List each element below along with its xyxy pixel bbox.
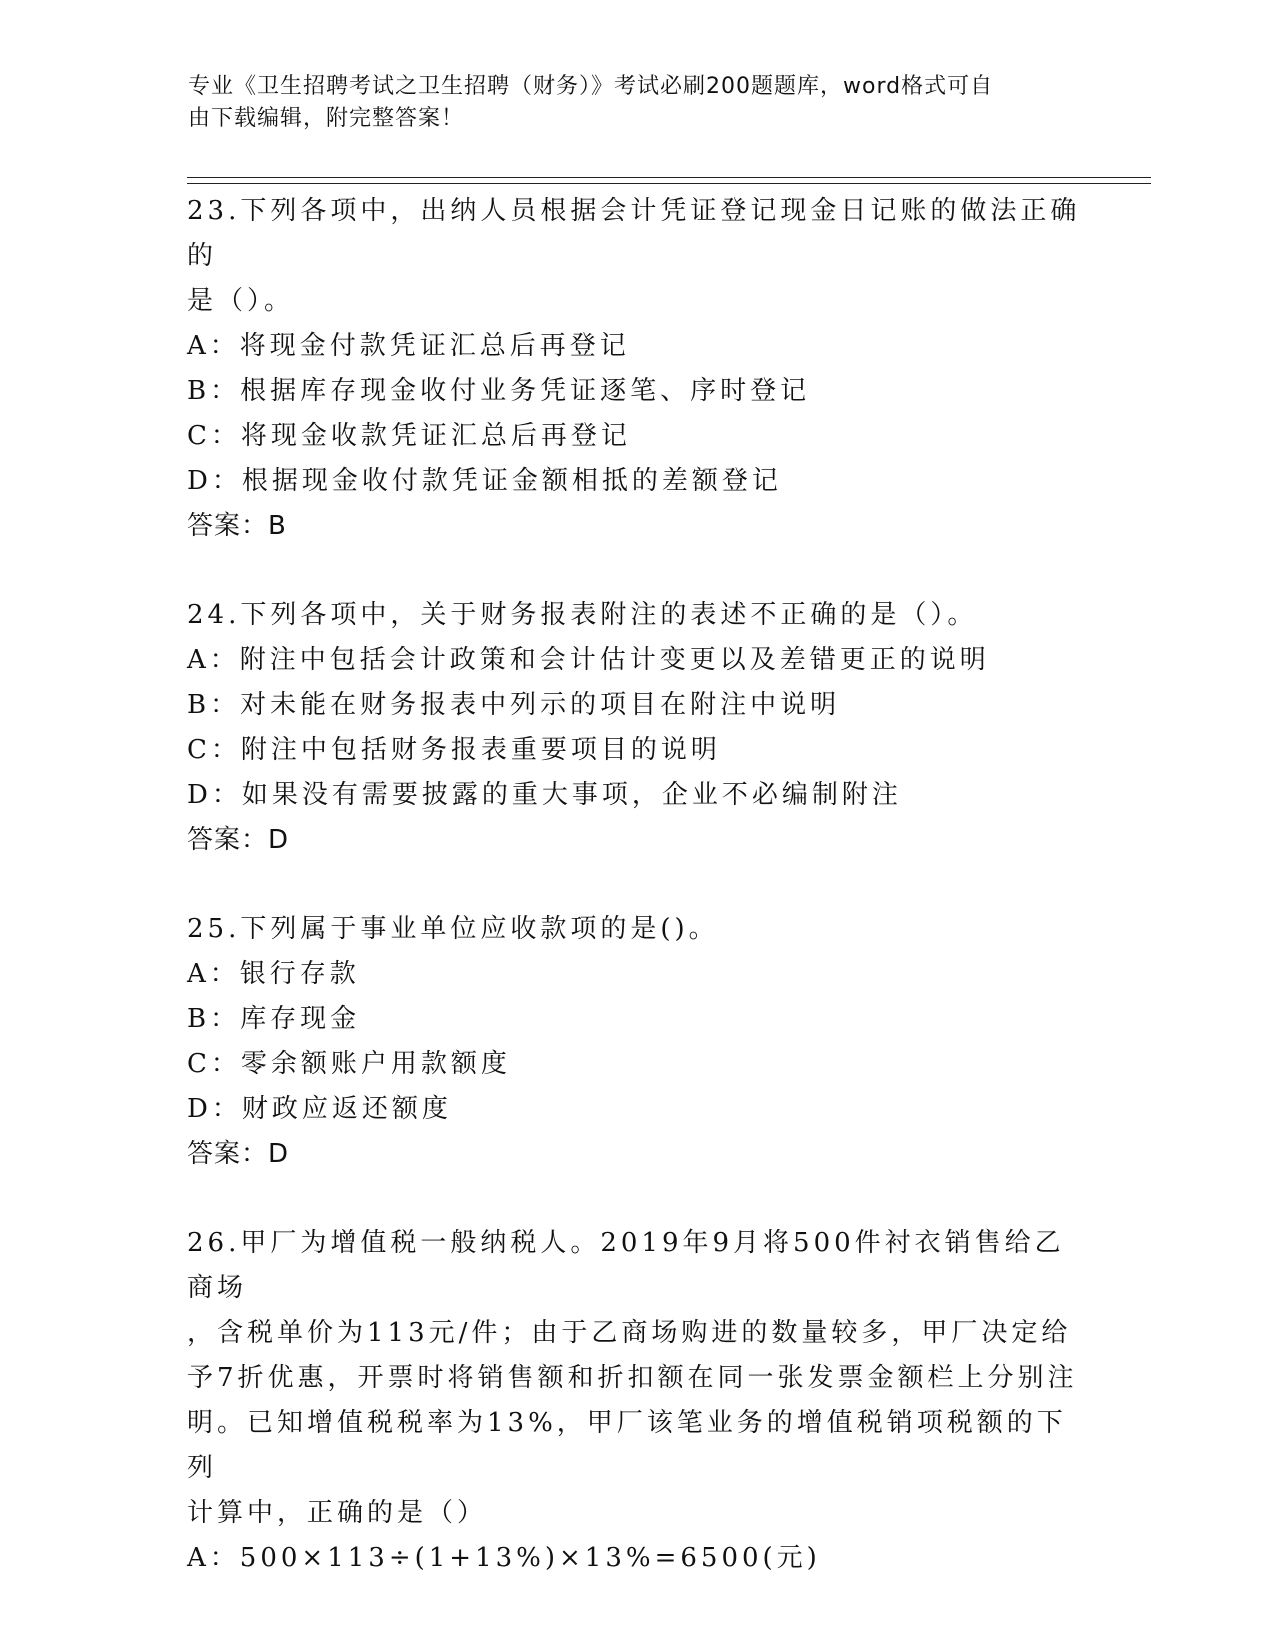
question-24	[187, 593, 1087, 863]
question-spacer	[187, 1177, 1087, 1221]
stem-line: 计算中，正确的是（）	[187, 1498, 488, 1528]
stem-line: 是（）。	[187, 286, 295, 316]
option-d: D：根据现金收付款凭证金额相抵的差额登记	[187, 466, 782, 496]
header-line-1: 专业《卫生招聘考试之卫生招聘（财务）》考试必刷200题题库，word格式可自	[188, 74, 994, 99]
option-a: A：银行存款	[187, 959, 360, 989]
option-a: A：500×113÷(1+13%)×13%=6500(元)	[187, 1543, 821, 1573]
header-line-2: 由下载编辑，附完整答案！	[188, 106, 465, 131]
option-a: A：将现金付款凭证汇总后再登记	[187, 331, 630, 361]
question-23	[187, 189, 1087, 549]
option-a: A：附注中包括会计政策和会计估计变更以及差错更正的说明	[187, 645, 990, 675]
option-b: B：对未能在财务报表中列示的项目在附注中说明	[187, 690, 841, 720]
answer-text: 答案：D	[187, 825, 290, 855]
question-spacer	[187, 863, 1087, 907]
question-25	[187, 907, 1087, 1177]
option-b: B：库存现金	[187, 1004, 361, 1034]
document-header	[188, 71, 1068, 135]
option-c: C：零余额账户用款额度	[187, 1049, 511, 1079]
header-divider-bottom	[187, 183, 1151, 184]
question-stem	[187, 907, 1087, 952]
option-c: C：将现金收款凭证汇总后再登记	[187, 421, 631, 451]
option-c: C：附注中包括财务报表重要项目的说明	[187, 735, 721, 765]
stem-line: 予7折优惠，开票时将销售额和折扣额在同一张发票金额栏上分别注	[187, 1363, 1078, 1393]
stem-line: 23.下列各项中，出纳人员根据会计凭证登记现金日记账的做法正确的	[187, 196, 1081, 271]
answer-text: 答案：B	[187, 511, 287, 541]
question-list	[187, 189, 1087, 1581]
question-spacer	[187, 549, 1087, 593]
question-stem	[187, 1221, 1087, 1536]
stem-line: 24.下列各项中，关于财务报表附注的表述不正确的是（）。	[187, 600, 978, 630]
option-b: B：根据库存现金收付业务凭证逐笔、序时登记	[187, 376, 811, 406]
question-stem	[187, 189, 1087, 324]
question-26	[187, 1221, 1087, 1581]
option-d: D：如果没有需要披露的重大事项，企业不必编制附注	[187, 780, 902, 810]
stem-line: 25.下列属于事业单位应收款项的是()。	[187, 914, 719, 944]
question-stem	[187, 593, 1087, 638]
stem-line: 26.甲厂为增值税一般纳税人。2019年9月将500件衬衣销售给乙商场	[187, 1228, 1065, 1303]
answer-text: 答案：D	[187, 1139, 290, 1169]
stem-line: 明。已知增值税税率为13%，甲厂该笔业务的增值税销项税额的下列	[187, 1408, 1067, 1483]
header-divider-top	[187, 177, 1151, 178]
stem-line: ，含税单价为113元/件；由于乙商场购进的数量较多，甲厂决定给	[187, 1318, 1072, 1348]
option-d: D：财政应返还额度	[187, 1094, 452, 1124]
